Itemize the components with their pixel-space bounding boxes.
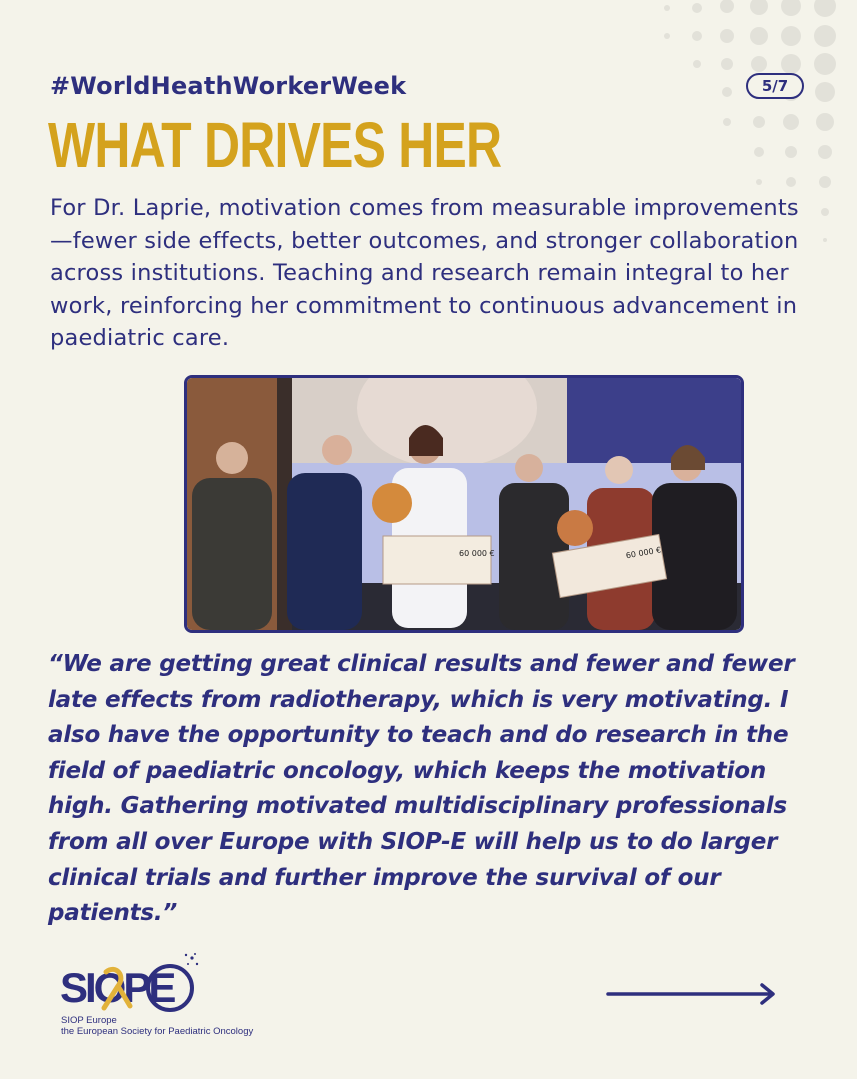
award-ceremony-photo (184, 375, 744, 633)
quote-paragraph: “We are getting great clinical results and fewer and fewer late effects from radiotherapy, which is very motivating. I also have the opportunity to teach and do research in the field of paediatric oncology, which keeps the motivation high. Gathering motivated multidisciplinary professionals from all over Europe with SIOP-E will help us to do larger clinical trials and further improve the survival of our patients.” (48, 651, 795, 927)
page-title: WHAT DRIVES HER (48, 109, 502, 181)
logo-caption (61, 1015, 253, 1037)
logo-caption-line1: SIOP Europe (61, 1015, 117, 1026)
logo-caption-line2: the European Society for Paediatric Oncology (61, 1026, 254, 1037)
cheque-amount-right: 60 000 € (625, 545, 662, 561)
intro-paragraph: For Dr. Laprie, motivation comes from measurable improvements—fewer side effects, better outcomes, and stronger collaboration across institutions. Teaching and research remain integral to her work, reinforcing her commitment to continuous advancement in paediatric care. (50, 195, 799, 352)
arrow-right-icon[interactable] (606, 982, 778, 1006)
hashtag-heading: #WorldHeathWorkerWeek (50, 72, 407, 100)
logo-wordmark: SIOPE (60, 964, 174, 1011)
page-indicator: 5/7 (746, 73, 804, 99)
cheque-amount-left: 60 000 € (459, 549, 495, 558)
